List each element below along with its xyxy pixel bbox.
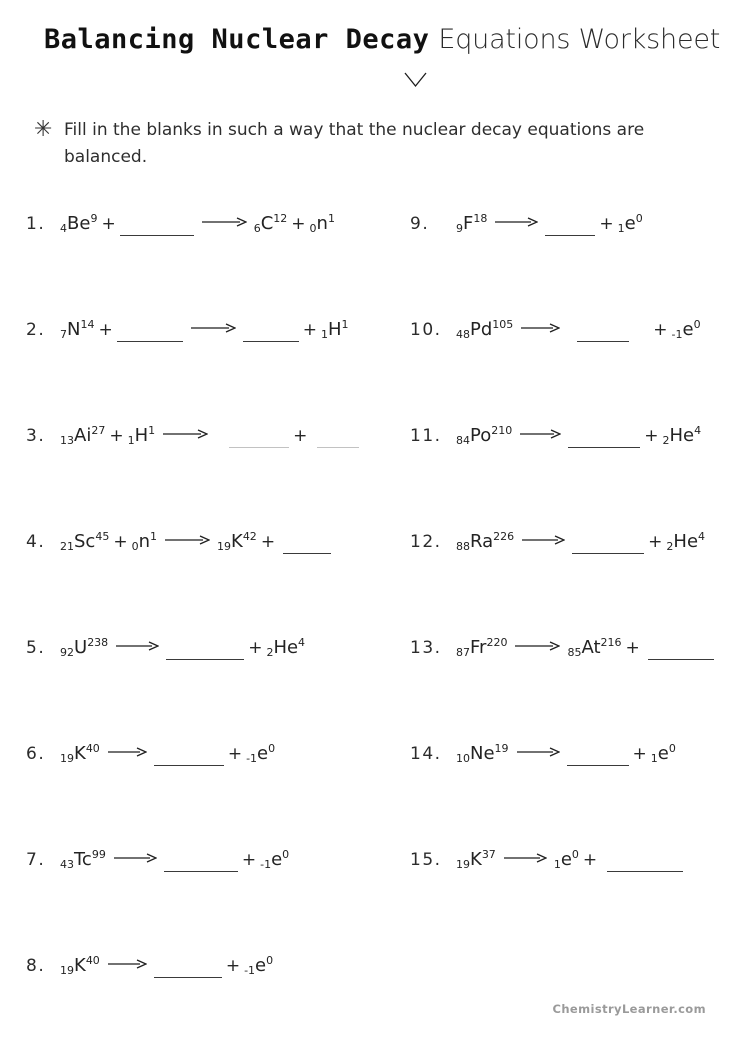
- atomic-number: 88: [456, 540, 470, 553]
- nuclide-be: [60, 212, 98, 235]
- mass-number: 12: [273, 212, 288, 225]
- mass-number: 220: [486, 636, 508, 649]
- answer-blank[interactable]: [117, 341, 183, 342]
- atomic-number: 0: [131, 540, 139, 553]
- mass-number: 45: [95, 530, 110, 543]
- atomic-number: 2: [662, 434, 670, 447]
- nuclide-e: [244, 954, 274, 977]
- mass-number: 18: [473, 212, 488, 225]
- page-title: [44, 24, 721, 55]
- nuclide-n: [309, 212, 335, 235]
- element-symbol: H: [327, 319, 342, 340]
- atomic-number: 0: [309, 222, 317, 235]
- equation-number: 8.: [26, 956, 46, 976]
- nuclide-sc: [60, 530, 110, 553]
- mass-number: 0: [668, 742, 676, 755]
- nuclide-e: [671, 318, 701, 341]
- atomic-number: 85: [567, 646, 582, 659]
- atomic-number: 4: [60, 222, 67, 235]
- mass-number: 216: [600, 636, 622, 649]
- atomic-number: 6: [253, 222, 261, 235]
- equation-number: 12.: [410, 532, 442, 552]
- equation-row: [410, 848, 683, 871]
- nuclide-fr: [456, 636, 508, 659]
- nuclide-k: [456, 848, 496, 871]
- element-symbol: C: [260, 213, 274, 234]
- mass-number: 27: [91, 424, 106, 437]
- equation-number: 13.: [410, 638, 442, 658]
- equation-row: [410, 742, 676, 765]
- equation-row: [410, 424, 702, 447]
- plus-sign: +: [632, 744, 647, 764]
- nuclide-tc: [60, 848, 106, 871]
- atomic-number: 1: [320, 328, 328, 341]
- answer-blank[interactable]: [567, 765, 629, 766]
- answer-blank[interactable]: [243, 341, 299, 342]
- atomic-number: 2: [266, 646, 274, 659]
- plus-sign: +: [248, 638, 263, 658]
- equation-number: 11.: [410, 426, 442, 446]
- atomic-number: 2: [666, 540, 674, 553]
- plus-sign: +: [241, 850, 257, 870]
- nuclide-at: [567, 636, 622, 659]
- nuclide-he: [266, 636, 306, 659]
- right-arrow-icon: [520, 321, 560, 338]
- element-symbol: Pd: [470, 319, 493, 340]
- element-symbol: He: [273, 637, 299, 658]
- answer-blank[interactable]: [648, 659, 714, 660]
- equations-sheet: [0, 205, 742, 995]
- element-symbol: n: [316, 213, 328, 234]
- element-symbol: Po: [470, 425, 492, 446]
- atomic-number: 19: [456, 858, 470, 871]
- element-symbol: H: [134, 425, 149, 446]
- atomic-number: 1: [650, 752, 658, 765]
- equation-number: 1.: [26, 214, 46, 234]
- atomic-number: 87: [456, 646, 470, 659]
- mass-number: 4: [694, 424, 702, 437]
- nuclide-k: [217, 530, 257, 553]
- element-symbol: K: [74, 743, 86, 764]
- nuclide-ra: [456, 530, 515, 553]
- right-arrow-icon: [190, 321, 236, 338]
- equation-row: [410, 318, 701, 341]
- worksheet-header: [0, 0, 742, 91]
- equation-row: [26, 848, 290, 871]
- mass-number: 1: [150, 530, 157, 543]
- page-title-light: Equations Worksheet: [438, 24, 721, 55]
- atomic-number: 7: [60, 328, 67, 341]
- atomic-number: 19: [60, 964, 74, 977]
- nuclide-e: [617, 212, 643, 235]
- instructions-block: [34, 117, 702, 171]
- page-title-bold: Balancing Nuclear Decay: [44, 24, 430, 55]
- mass-number: 1: [341, 318, 349, 331]
- mass-number: 238: [87, 636, 109, 649]
- mass-number: 19: [494, 742, 509, 755]
- mass-number: 0: [571, 848, 579, 861]
- equation-number: 5.: [26, 638, 46, 658]
- atomic-number: 19: [217, 540, 231, 553]
- footer-attribution: ChemistryLearner.com: [552, 1002, 706, 1016]
- right-arrow-icon: [113, 851, 157, 868]
- mass-number: 226: [493, 530, 515, 543]
- nuclide-h: [127, 424, 156, 447]
- right-arrow-icon: [519, 427, 561, 444]
- atomic-number: -1: [246, 752, 258, 765]
- nuclide-f: [456, 212, 488, 235]
- atomic-number: 1: [553, 858, 561, 871]
- equation-row: [26, 424, 359, 447]
- answer-blank[interactable]: [545, 235, 595, 236]
- element-symbol: Tc: [74, 849, 92, 870]
- nuclide-po: [456, 424, 513, 447]
- atomic-number: 9: [456, 222, 463, 235]
- nuclide-he: [666, 530, 706, 553]
- plus-sign: +: [648, 532, 663, 552]
- mass-number: 1: [327, 212, 335, 225]
- answer-blank[interactable]: [577, 341, 629, 342]
- right-arrow-icon: [494, 215, 538, 232]
- equation-number: 6.: [26, 744, 46, 764]
- right-arrow-icon: [107, 957, 147, 974]
- atomic-number: 43: [60, 858, 74, 871]
- mass-number: 210: [491, 424, 513, 437]
- plus-sign: +: [625, 638, 640, 658]
- atomic-number: -1: [671, 328, 683, 341]
- element-symbol: e: [657, 743, 669, 764]
- element-symbol: Be: [67, 213, 91, 234]
- right-arrow-icon: [503, 851, 547, 868]
- answer-blank[interactable]: [164, 871, 238, 872]
- nuclide-pd: [456, 318, 514, 341]
- equation-row: [410, 636, 714, 659]
- equation-number: 10.: [410, 320, 442, 340]
- answer-blank[interactable]: [568, 447, 640, 448]
- atomic-number: 84: [456, 434, 470, 447]
- element-symbol: Ne: [470, 743, 495, 764]
- atomic-number: -1: [244, 964, 256, 977]
- nuclide-k: [60, 954, 100, 977]
- answer-blank[interactable]: [120, 235, 194, 236]
- element-symbol: e: [257, 743, 269, 764]
- answer-blank[interactable]: [166, 659, 244, 660]
- mass-number: 40: [85, 954, 100, 967]
- atomic-number: 1: [127, 434, 135, 447]
- answer-blank[interactable]: [154, 977, 222, 978]
- equation-row: [26, 954, 274, 977]
- plus-sign: +: [98, 320, 113, 340]
- element-symbol: e: [271, 849, 283, 870]
- nuclide-he: [662, 424, 702, 447]
- mass-number: 105: [492, 318, 514, 331]
- plus-sign: +: [582, 850, 598, 870]
- nuclide-u: [60, 636, 109, 659]
- plus-sign: +: [644, 426, 659, 446]
- plus-sign: +: [101, 214, 116, 234]
- atomic-number: 48: [456, 328, 470, 341]
- mass-number: 0: [282, 848, 290, 861]
- chevron-down-divider-icon: [44, 65, 742, 91]
- atomic-number: 13: [60, 434, 74, 447]
- mass-number: 0: [635, 212, 643, 225]
- atomic-number: 92: [60, 646, 74, 659]
- equation-row: [410, 212, 643, 235]
- mass-number: 40: [85, 742, 100, 755]
- mass-number: 14: [80, 318, 95, 331]
- plus-sign: +: [227, 744, 243, 764]
- equation-row: [26, 636, 306, 659]
- right-arrow-icon: [201, 215, 247, 232]
- mass-number: 42: [242, 530, 257, 543]
- element-symbol: e: [560, 849, 572, 870]
- asterisk-bullet-icon: ✳: [34, 117, 53, 142]
- answer-blank[interactable]: [154, 765, 224, 766]
- plus-sign: +: [291, 214, 306, 234]
- mass-number: 99: [91, 848, 106, 861]
- plus-sign: +: [260, 532, 276, 552]
- plus-sign: +: [225, 956, 241, 976]
- element-symbol: e: [624, 213, 636, 234]
- equation-number: 9.: [410, 214, 430, 234]
- equation-row: [26, 742, 276, 765]
- instructions-text: Fill in the blanks in such a way that the nuclear decay equations are balanced.: [64, 120, 645, 167]
- element-symbol: He: [673, 531, 699, 552]
- mass-number: 0: [266, 954, 274, 967]
- nuclide-ne: [456, 742, 509, 765]
- right-arrow-icon: [115, 639, 159, 656]
- mass-number: 4: [698, 530, 706, 543]
- equation-number: 2.: [26, 320, 46, 340]
- atomic-number: 19: [60, 752, 74, 765]
- answer-blank[interactable]: [607, 871, 683, 872]
- plus-sign: +: [109, 426, 124, 446]
- nuclide-ai: [60, 424, 106, 447]
- right-arrow-icon: [521, 533, 565, 550]
- equation-row: [26, 212, 335, 235]
- equation-number: 3.: [26, 426, 46, 446]
- equation-number: 14.: [410, 744, 442, 764]
- answer-blank[interactable]: [283, 553, 331, 554]
- plus-sign: +: [293, 426, 308, 446]
- equation-number: 4.: [26, 532, 46, 552]
- nuclide-c: [253, 212, 288, 235]
- nuclide-n: [131, 530, 157, 553]
- nuclide-e: [553, 848, 579, 871]
- nuclide-k: [60, 742, 100, 765]
- answer-blank[interactable]: [229, 447, 289, 448]
- mass-number: 1: [148, 424, 156, 437]
- header-divider: [44, 65, 702, 91]
- mass-number: 0: [693, 318, 701, 331]
- element-symbol: U: [74, 637, 88, 658]
- nuclide-e: [650, 742, 676, 765]
- element-symbol: e: [255, 955, 267, 976]
- plus-sign: +: [302, 320, 317, 340]
- equation-number: 15.: [410, 850, 442, 870]
- equation-row: [26, 530, 331, 553]
- mass-number: 37: [481, 848, 496, 861]
- element-symbol: K: [74, 955, 86, 976]
- right-arrow-icon: [514, 639, 560, 656]
- nuclide-e: [260, 848, 290, 871]
- element-symbol: n: [138, 531, 150, 552]
- element-symbol: K: [470, 849, 482, 870]
- plus-sign: +: [599, 214, 614, 234]
- nuclide-n: [60, 318, 95, 341]
- mass-number: 9: [90, 212, 98, 225]
- element-symbol: N: [67, 319, 81, 340]
- equation-row: [26, 318, 349, 341]
- right-arrow-icon: [516, 745, 560, 762]
- element-symbol: Ai: [74, 425, 92, 446]
- element-symbol: At: [581, 637, 601, 658]
- equation-number: 7.: [26, 850, 46, 870]
- answer-blank[interactable]: [317, 447, 359, 448]
- element-symbol: e: [682, 319, 694, 340]
- nuclide-h: [320, 318, 349, 341]
- right-arrow-icon: [107, 745, 147, 762]
- mass-number: 4: [298, 636, 306, 649]
- atomic-number: 21: [60, 540, 74, 553]
- element-symbol: He: [669, 425, 695, 446]
- right-arrow-icon: [162, 427, 208, 444]
- element-symbol: F: [463, 213, 474, 234]
- element-symbol: Fr: [470, 637, 487, 658]
- nuclide-e: [246, 742, 276, 765]
- element-symbol: Sc: [74, 531, 96, 552]
- atomic-number: -1: [260, 858, 272, 871]
- plus-sign: +: [653, 320, 668, 340]
- atomic-number: 1: [617, 222, 625, 235]
- element-symbol: Ra: [470, 531, 494, 552]
- atomic-number: 10: [456, 752, 470, 765]
- plus-sign: +: [113, 532, 128, 552]
- answer-blank[interactable]: [572, 553, 644, 554]
- mass-number: 0: [268, 742, 276, 755]
- element-symbol: K: [231, 531, 243, 552]
- equation-row: [410, 530, 706, 553]
- right-arrow-icon: [164, 533, 210, 550]
